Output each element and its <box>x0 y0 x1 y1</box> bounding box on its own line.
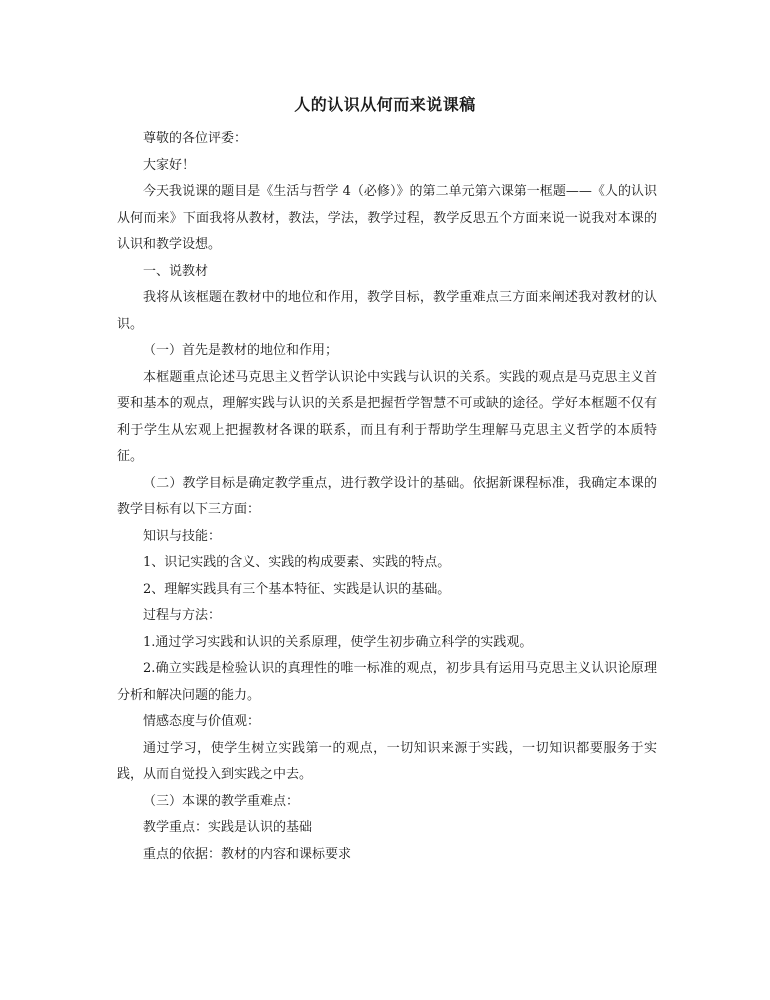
label-attitude-values: 情感态度与价值观： <box>143 714 261 729</box>
subheading-teaching-goals: （二）教学目标是确定教学重点，进行教学设计的基础。依据新课程标准，我确定本课的教学目标有以下三方面： <box>117 475 657 517</box>
paragraph-greeting: 大家好！ <box>143 157 196 173</box>
label-process-method: 过程与方法： <box>143 608 222 623</box>
list-item-knowledge-1: 1、识记实践的含义、实践的构成要素、实践的特点。 <box>143 555 451 570</box>
subheading-status-role: （一）首先是教材的地位和作用； <box>143 343 339 358</box>
list-item-knowledge-2: 2、理解实践具有三个基本特征、实践是认识的基础。 <box>143 581 451 597</box>
section-heading-textbook: 一、说教材 <box>143 263 209 279</box>
paragraph-status-role: 本框题重点论述马克思主义哲学认识论中实践与认识的关系。实践的观点是马克思主义首要和基本的观点，理解实践与认识的关系是把握哲学智慧不可或缺的途径。学好本框题不仅有利于学生从宏观上把握教材各课的联系，而且有利于帮助学生理解马克思主义哲学的本质特征。 <box>117 369 657 464</box>
subheading-key-points: （三）本课的教学重难点： <box>143 793 300 809</box>
document-title: 人的认识从何而来说课稿 <box>294 95 476 114</box>
paragraph-salutation: 尊敬的各位评委： <box>143 131 248 146</box>
paragraph-textbook-overview: 我将从该框题在教材中的地位和作用，教学目标，教学重难点三方面来阐述我对教材的认识。 <box>117 290 657 332</box>
list-item-process-2: 2.确立实践是检验认识的真理性的唯一标准的观点，初步具有运用马克思主义认识论原理分析和解决问题的能力。 <box>117 661 657 703</box>
paragraph-intro: 今天我说课的题目是《生活与哲学 4（必修）》的第二单元第六课第一框题——《人的认识从何而来》下面我将从教材，教法，学法，教学过程，教学反思五个方面来说一说我对本课的认识和教学设想。 <box>117 184 657 252</box>
paragraph-key-point: 教学重点：实践是认识的基础 <box>143 820 313 835</box>
label-knowledge-skills: 知识与技能： <box>143 528 222 544</box>
paragraph-key-point-basis: 重点的依据：教材的内容和课标要求 <box>143 846 352 862</box>
document-body <box>117 126 657 868</box>
list-item-process-1: 1.通过学习实践和认识的关系原理，使学生初步确立科学的实践观。 <box>143 634 533 650</box>
paragraph-attitude-values: 通过学习，使学生树立实践第一的观点，一切知识来源于实践，一切知识都要服务于实践，从而自觉投入到实践之中去。 <box>117 740 657 782</box>
